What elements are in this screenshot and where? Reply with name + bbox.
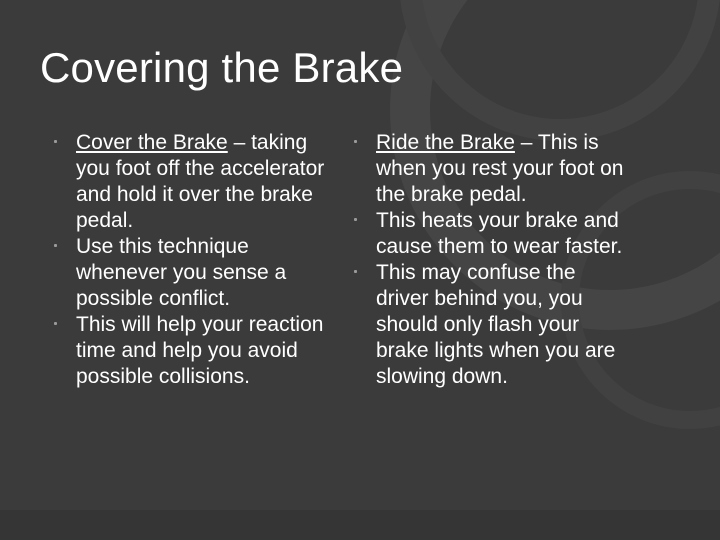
- left-item-cover-brake: [50, 130, 328, 234]
- left-item-text: This will help your reaction time and help you avoid possible collisions.: [76, 313, 324, 388]
- right-item-text: This may confuse the driver behind you, you should only flash your brake lights when you are slowing down.: [376, 261, 616, 388]
- bullet-icon: [354, 270, 357, 273]
- left-item-reaction-time: [50, 312, 328, 390]
- right-item-text: – This is when you rest your foot on the brake pedal.: [376, 131, 624, 206]
- bullet-icon: [354, 218, 357, 221]
- term-ride-the-brake: Ride the Brake: [376, 131, 515, 154]
- bullet-icon: [54, 244, 57, 247]
- right-item-ride-brake: [350, 130, 630, 208]
- right-item-text: This heats your brake and cause them to wear faster.: [376, 209, 623, 258]
- right-column: [350, 130, 630, 390]
- left-item-text: Use this technique whenever you sense a possible conflict.: [76, 235, 287, 310]
- left-column: [50, 130, 328, 390]
- right-item-confuse-driver: [350, 260, 630, 390]
- term-cover-the-brake: Cover the Brake: [76, 131, 228, 154]
- bullet-icon: [354, 140, 357, 143]
- right-bullet-list: [350, 130, 630, 390]
- right-item-heats-brake: [350, 208, 630, 260]
- bullet-icon: [54, 322, 57, 325]
- slide-title: Covering the Brake: [40, 44, 404, 91]
- left-item-text: – taking you foot off the accelerator and hold it over the brake pedal.: [76, 131, 325, 232]
- bullet-icon: [54, 140, 57, 143]
- deco-circle-medium: [410, 0, 710, 130]
- deco-bottom-band: [0, 510, 720, 540]
- left-item-technique: [50, 234, 328, 312]
- left-bullet-list: [50, 130, 328, 390]
